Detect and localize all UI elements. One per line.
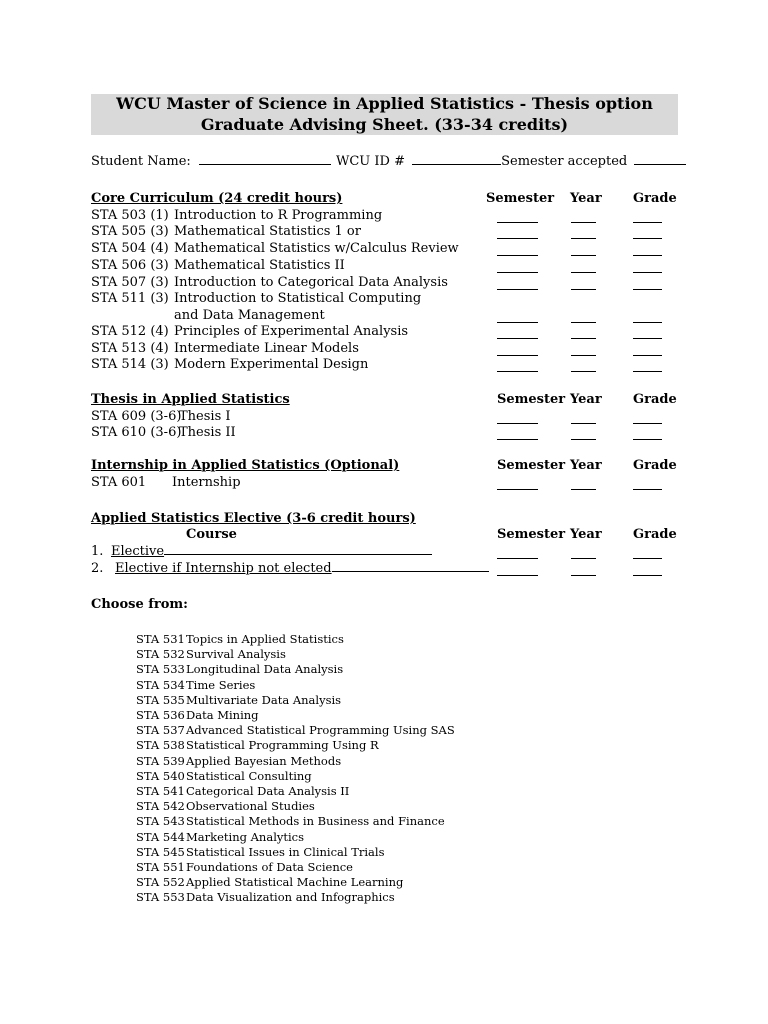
year-blank[interactable] [571, 262, 596, 273]
elective-number: 2. [91, 561, 104, 576]
year-blank[interactable] [571, 548, 596, 559]
core-row [91, 208, 169, 224]
course-code: STA 505 (3) [91, 224, 169, 239]
course-title: Thesis I [179, 409, 231, 424]
column-grade: Grade [633, 527, 677, 542]
elective-label: Elective if Internship not elected [115, 561, 332, 576]
option-title: Statistical Methods in Business and Finance [186, 814, 445, 828]
column-year: Year [570, 458, 602, 473]
option-title: Statistical Issues in Clinical Trials [186, 845, 385, 859]
option-title: Time Series [186, 678, 256, 692]
year-blank[interactable] [571, 312, 596, 323]
elective-heading: Applied Statistics Elective (3-6 credit hours) [91, 511, 416, 526]
grade-blank[interactable] [633, 262, 662, 273]
semester-blank[interactable] [497, 212, 538, 223]
elective-blank[interactable] [164, 544, 432, 555]
column-year: Year [570, 527, 602, 542]
semester-blank[interactable] [497, 345, 538, 356]
course-code: STA 506 (3) [91, 258, 169, 273]
year-blank[interactable] [571, 328, 596, 339]
semester-blank[interactable] [497, 565, 538, 576]
semester-blank[interactable] [497, 548, 538, 559]
wcu-id-label: WCU ID # [336, 154, 405, 169]
elective-blank[interactable] [332, 561, 489, 572]
semester-blank[interactable] [497, 245, 538, 256]
semester-blank[interactable] [497, 413, 538, 424]
option-title: Survival Analysis [186, 647, 286, 661]
elective-field[interactable] [115, 561, 489, 577]
course-title: Introduction to Categorical Data Analysis [174, 275, 448, 290]
year-blank[interactable] [571, 429, 596, 440]
grade-blank[interactable] [633, 279, 662, 290]
column-semester: Semester [486, 191, 555, 206]
course-code: STA 512 (4) [91, 324, 169, 339]
internship-heading: Internship in Applied Statistics (Optional) [91, 458, 400, 473]
option-title: Data Mining [186, 708, 259, 722]
thesis-heading: Thesis in Applied Statistics [91, 392, 290, 407]
option-code: STA 542 [136, 799, 185, 813]
course-code: STA 511 (3) [91, 291, 169, 306]
course-title: Mathematical Statistics w/Calculus Review [174, 241, 459, 256]
column-year: Year [570, 191, 602, 206]
option-title: Marketing Analytics [186, 830, 305, 844]
core-heading: Core Curriculum (24 credit hours) [91, 191, 343, 206]
semester-blank[interactable] [497, 328, 538, 339]
option-code: STA 532 [136, 647, 185, 661]
grade-blank[interactable] [633, 429, 662, 440]
option-code: STA 539 [136, 754, 185, 768]
course-title: Principles of Experimental Analysis [174, 324, 409, 339]
semester-accepted-label: Semester accepted [501, 154, 628, 169]
year-blank[interactable] [571, 212, 596, 223]
column-grade: Grade [633, 392, 677, 407]
grade-blank[interactable] [633, 565, 662, 576]
option-title: Statistical Programming Using R [186, 738, 379, 752]
year-blank[interactable] [571, 361, 596, 372]
option-code: STA 534 [136, 678, 185, 692]
option-code: STA 543 [136, 814, 185, 828]
elective-number: 1. [91, 544, 104, 559]
option-code: STA 535 [136, 693, 185, 707]
grade-blank[interactable] [633, 361, 662, 372]
option-code: STA 552 [136, 875, 185, 889]
semester-blank[interactable] [497, 429, 538, 440]
option-code: STA 538 [136, 738, 185, 752]
course-code: STA 609 (3-6) [91, 409, 182, 424]
course-title: Introduction to R Programming [174, 208, 383, 223]
option-title: Multivariate Data Analysis [186, 693, 342, 707]
course-code: STA 504 (4) [91, 241, 169, 256]
option-title: Applied Statistical Machine Learning [186, 875, 404, 889]
grade-blank[interactable] [633, 413, 662, 424]
course-title: Thesis II [179, 425, 236, 440]
column-grade: Grade [633, 458, 677, 473]
course-title: Intermediate Linear Models [174, 341, 359, 356]
course-code: STA 507 (3) [91, 275, 169, 290]
year-blank[interactable] [571, 279, 596, 290]
option-title: Statistical Consulting [186, 769, 312, 783]
course-title: Introduction to Statistical Computing [174, 291, 422, 306]
wcu-id-field[interactable] [336, 154, 686, 170]
course-title: Mathematical Statistics II [174, 258, 345, 273]
option-title: Advanced Statistical Programming Using SAS [186, 723, 455, 737]
option-title: Applied Bayesian Methods [186, 754, 342, 768]
grade-blank[interactable] [633, 548, 662, 559]
course-code: STA 601 [91, 475, 147, 490]
option-code: STA 536 [136, 708, 185, 722]
option-code: STA 544 [136, 830, 185, 844]
page-subtitle: Graduate Advising Sheet. (33-34 credits) [91, 114, 678, 135]
grade-blank[interactable] [633, 228, 662, 239]
semester-blank[interactable] [497, 228, 538, 239]
semester-blank[interactable] [497, 279, 538, 290]
column-semester: Semester [497, 527, 566, 542]
year-blank[interactable] [571, 228, 596, 239]
column-semester: Semester [497, 458, 566, 473]
semester-accepted-blank[interactable] [634, 154, 686, 165]
wcu-id-blank[interactable] [412, 154, 501, 165]
semester-blank[interactable] [497, 262, 538, 273]
grade-blank[interactable] [633, 328, 662, 339]
choose-heading: Choose from: [91, 597, 188, 612]
course-title: Internship [172, 475, 241, 490]
column-grade: Grade [633, 191, 677, 206]
course-title-continued: and Data Management [174, 308, 325, 323]
year-blank[interactable] [571, 345, 596, 356]
grade-blank[interactable] [633, 212, 662, 223]
option-code: STA 551 [136, 860, 185, 874]
option-code: STA 553 [136, 890, 185, 904]
course-title: Mathematical Statistics 1 or [174, 224, 361, 239]
elective-field[interactable] [111, 544, 432, 560]
course-code: STA 503 (1) [91, 208, 169, 223]
grade-blank[interactable] [633, 245, 662, 256]
option-title: Foundations of Data Science [186, 860, 353, 874]
column-year: Year [570, 392, 602, 407]
semester-blank[interactable] [497, 312, 538, 323]
option-code: STA 531 [136, 632, 185, 646]
option-code: STA 541 [136, 784, 185, 798]
year-blank[interactable] [571, 245, 596, 256]
year-blank[interactable] [571, 565, 596, 576]
year-blank[interactable] [571, 413, 596, 424]
course-code: STA 610 (3-6) [91, 425, 182, 440]
semester-blank[interactable] [497, 361, 538, 372]
student-name-field[interactable] [91, 154, 331, 170]
option-code: STA 545 [136, 845, 185, 859]
year-blank[interactable] [571, 479, 596, 490]
option-title: Observational Studies [186, 799, 315, 813]
option-code: STA 533 [136, 662, 185, 676]
course-column-label: Course [186, 527, 237, 542]
student-name-blank[interactable] [199, 154, 331, 165]
option-code: STA 537 [136, 723, 185, 737]
column-semester: Semester [497, 392, 566, 407]
semester-blank[interactable] [497, 479, 538, 490]
grade-blank[interactable] [633, 312, 662, 323]
option-code: STA 540 [136, 769, 185, 783]
page-title: WCU Master of Science in Applied Statistics - Thesis option [91, 94, 678, 114]
option-title: Data Visualization and Infographics [186, 890, 395, 904]
elective-label: Elective [111, 544, 165, 559]
course-title: Modern Experimental Design [174, 357, 369, 372]
course-code: STA 513 (4) [91, 341, 169, 356]
course-code: STA 514 (3) [91, 357, 169, 372]
option-title: Topics in Applied Statistics [186, 632, 344, 646]
option-title: Longitudinal Data Analysis [186, 662, 344, 676]
grade-blank[interactable] [633, 479, 662, 490]
option-title: Categorical Data Analysis II [186, 784, 350, 798]
grade-blank[interactable] [633, 345, 662, 356]
student-name-label: Student Name: [91, 154, 191, 169]
